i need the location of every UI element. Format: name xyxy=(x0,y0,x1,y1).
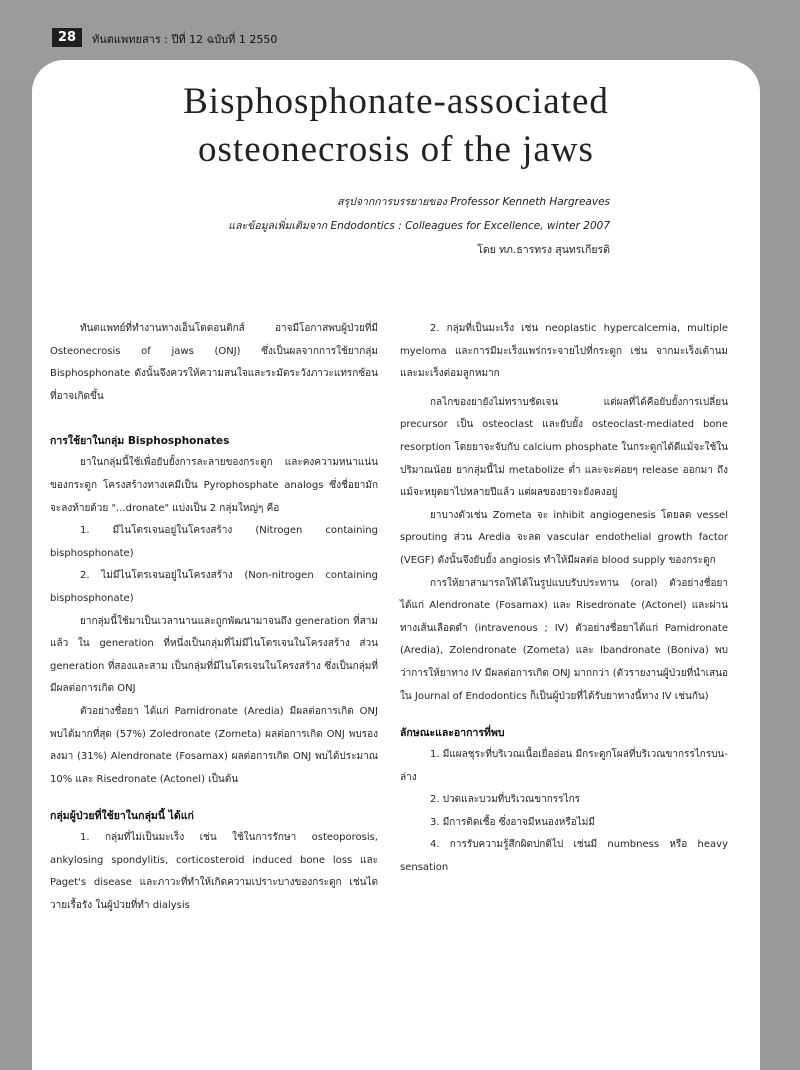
paragraph: ยาบางตัวเช่น Zometa จะ inhibit angiogenesis โดยลด vessel sprouting ส่วน Aredia จะลด vascular endothelial growth factor (VEGF) ดังนั้นจึงยับยั้ง angiosis ทำให้มีผลต่อ blood supply ของกระดูก xyxy=(400,509,728,566)
title-line-1: Bisphosphonate-associated xyxy=(183,81,609,122)
page-number: 28 xyxy=(52,28,82,47)
left-column xyxy=(50,318,378,918)
paragraph: 2. กลุ่มที่เป็นมะเร็ง เช่น neoplastic hypercalcemia, multiple myeloma และการมีมะเร็งแพร่กระจายไปที่กระดูก เช่น จากมะเร็งเต้านมและมะเร็งต่อมลูกหมาก xyxy=(400,323,728,380)
article-title xyxy=(32,78,760,174)
paragraph: ยาในกลุ่มนี้ใช้เพื่อยับยั้งการละลายของกระดูก และคงความหนาแน่นของกระดูก โครงสร้างทางเคมีเป็น Pyrophosphate analogs ซึ่งชื่อยามักจะลงท้ายด้วย "...dronate" แบ่งเป็น 2 กลุ่มใหญ่ๆ คือ xyxy=(50,457,378,514)
byline xyxy=(130,190,610,262)
byline-source: สรุปจากการบรรยายของ Professor Kenneth Hargreaves xyxy=(337,196,610,208)
byline-additional-source: และข้อมูลเพิ่มเติมจาก Endodontics : Colleagues for Excellence, winter 2007 xyxy=(228,220,610,232)
paragraph: กลไกของยายังไม่ทราบชัดเจน แต่ผลที่ได้คือยับยั้งการเปลี่ยน precursor เป็น osteoclast และยับยั้ง osteoclast-mediated bone resorption โดยยาจะจับกับ calcium phosphate ในกระดูกได้ดีแม้จะใช้ในปริมาณน้อย ยากลุ่มนี้ไม่ metabolize ต่ำ และจะค่อยๆ release ออกมา ถึงแม้จะหยุดยาไปหลายปีแล้ว แต่ผลของยาจะยังคงอยู่ xyxy=(400,396,728,499)
byline-author: โดย ทภ.ธารทรง สุนทรเกียรติ xyxy=(477,244,610,256)
list-item: 4. การรับความรู้สึกผิดปกติไป เช่นมี numbness หรือ heavy sensation xyxy=(400,839,728,874)
paragraph: 1. กลุ่มที่ไม่เป็นมะเร็ง เช่น ใช้ในการรักษา osteoporosis, ankylosing spondylitis, corticosteroid induced bone loss และ Paget's disease และภาวะที่ทำให้เกิดความเปราะบางของกระดูก เช่นไตวายเรื้อรัง ในผู้ป่วยที่ทำ dialysis xyxy=(50,832,378,912)
paragraph: ตัวอย่างชื่อยา ได้แก่ Pamidronate (Aredia) มีผลต่อการเกิด ONJ พบได้มากที่สุด (57%) Zoledronate (Zometa) ผลต่อการเกิด ONJ พบรองลงมา (31%) Alendronate (Fosamax) ผลต่อการเกิด ONJ พบได้ประมาณ 10% และ Risedronate (Actonel) เป็นต้น xyxy=(50,705,378,785)
list-item: 2. ไม่มีไนโตรเจนอยู่ในโครงสร้าง (Non-nitrogen containing bisphosphonate) xyxy=(50,570,378,604)
section-heading-usage: การใช้ยาในกลุ่ม Bisphosphonates xyxy=(50,435,230,448)
title-line-2: osteonecrosis of the jaws xyxy=(198,129,594,170)
article-page xyxy=(32,60,760,1070)
paragraph: ยากลุ่มนี้ใช้มาเป็นเวลานานและถูกพัฒนามาจนถึง generation ที่สามแล้ว ใน generation ที่หนึ่งเป็นกลุ่มที่ไม่มีไนโตรเจนในโครงสร้าง ส่วน generation ที่สองและสาม เป็นกลุ่มที่มีไนโตรเจนในโครงสร้าง ซึ่งเป็นกลุ่มที่มีผลต่อการเกิด ONJ xyxy=(50,615,378,695)
section-heading-patients: กลุ่มผู้ป่วยที่ใช้ยาในกลุ่มนี้ ได้แก่ xyxy=(50,810,194,823)
journal-info: ทันตแพทยสาร : ปีที่ 12 ฉบับที่ 1 2550 xyxy=(92,33,278,46)
section-heading-symptoms: ลักษณะและอาการที่พบ xyxy=(400,727,505,740)
intro-paragraph: ทันตแพทย์ที่ทำงานทางเอ็นโดดอนติกส์ อาจมีโอกาสพบผู้ป่วยที่มี Osteonecrosis of jaws (ONJ) ซึ่งเป็นผลจากการใช้ยากลุ่ม Bisphosphonate ดังนั้นจึงควรให้ความสนใจและระมัดระวังภาวะแทรกซ้อนที่อาจเกิดขึ้น xyxy=(50,323,378,402)
paragraph: การให้ยาสามารถให้ได้ในรูปแบบรับประทาน (oral) ตัวอย่างชื่อยาได้แก่ Alendronate (Fosamax) และ Risedronate (Actonel) และผ่านทางเส้นเลือดดำ (intravenous ; IV) ตัวอย่างชื่อยาได้แก่ Pamidronate (Aredia), Zolendronate (Zometa) และ Ibandronate (Boniva) พบว่าการให้ยาทาง IV มีผลต่อการเกิด ONJ มากกว่า (ตัวรายงานผู้ป่วยที่นำเสนอใน Journal of Endodontics ก็เป็นผู้ป่วยที่ได้รับยาทางนี้ทาง IV เช่นกัน) xyxy=(400,577,728,702)
list-item: 2. ปวดและบวมที่บริเวณขากรรไกร xyxy=(430,794,580,806)
list-item: 1. มีแผลชุระที่บริเวณเนื้อเยื่ออ่อน มีกระดูกโผล่ที่บริเวณขากรรไกรบน-ล่าง xyxy=(400,749,728,783)
right-column xyxy=(400,318,728,880)
list-item: 3. มีการติดเชื้อ ซึ่งอาจมีหนองหรือไม่มี xyxy=(430,816,595,828)
list-item: 1. มีไนโตรเจนอยู่ในโครงสร้าง (Nitrogen containing bisphosphonate) xyxy=(50,525,378,559)
